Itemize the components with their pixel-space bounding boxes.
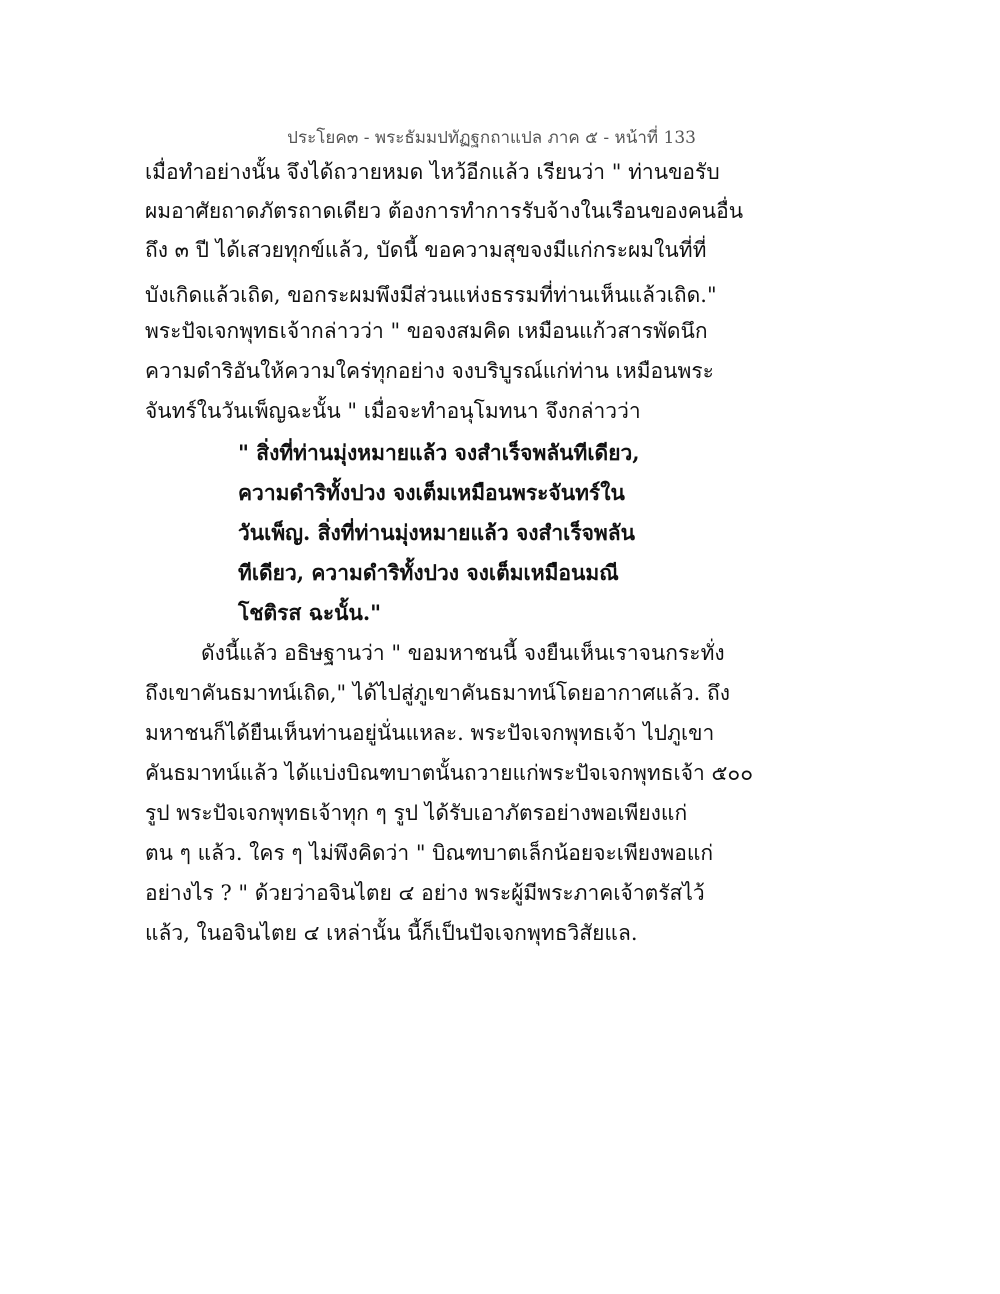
body-line: ดังนี้แล้ว อธิษฐานว่า " ขอมหาชนนี้ จงยืนเห็นเราจนกระทั่ง	[201, 641, 725, 665]
body-line: ถึงเขาคันธมาทน์เถิด," ได้ไปสู่ภูเขาคันธมาทน์โดยอากาศแล้ว. ถึง	[145, 681, 730, 705]
body-line: เมื่อทำอย่างนั้น จึงได้ถวายหมด ไหว้อีกแล้ว เรียนว่า " ท่านขอรับ	[145, 160, 720, 184]
body-line: ตน ๆ แล้ว. ใคร ๆ ไม่พึงคิดว่า " บิณฑบาตเล็กน้อยจะเพียงพอแก่	[145, 841, 714, 865]
body-line: พระปัจเจกพุทธเจ้ากล่าวว่า " ขอจงสมคิด เหมือนแก้วสารพัดนึก	[145, 319, 708, 343]
body-line: จันทร์ในวันเพ็ญฉะนั้น " เมื่อจะทำอนุโมทนา จึงกล่าวว่า	[145, 399, 641, 423]
page-header: ประโยค๓ - พระธัมมปทัฏฐกถาแปล ภาค ๕ - หน้าที่ 133	[287, 128, 696, 148]
body-line: มหาชนก็ได้ยืนเห็นท่านอยู่นั่นแหละ. พระปัจเจกพุทธเจ้า ไปภูเขา	[145, 721, 715, 745]
body-line: ผมอาศัยถาดภัตรถาดเดียว ต้องการทำการรับจ้างในเรือนของคนอื่น	[145, 199, 744, 223]
verse-line: ทีเดียว, ความดำริทั้งปวง จงเต็มเหมือนมณี	[238, 560, 619, 585]
body-line: รูป พระปัจเจกพุทธเจ้าทุก ๆ รูป ได้รับเอาภัตรอย่างพอเพียงแก่	[145, 801, 688, 825]
body-line: บังเกิดแล้วเถิด, ขอกระผมพึงมีส่วนแห่งธรรมที่ท่านเห็นแล้วเถิด."	[145, 283, 717, 307]
verse-line: โชติรส ฉะนั้น."	[238, 600, 382, 625]
body-line: ถึง ๓ ปี ได้เสวยทุกข์แล้ว, บัดนี้ ขอความสุขจงมีแก่กระผมในที่ที่	[145, 238, 707, 262]
body-line: อย่างไร ? " ด้วยว่าอจินไตย ๔ อย่าง พระผู้มีพระภาคเจ้าตรัสไว้	[145, 881, 705, 905]
body-line: คันธมาทน์แล้ว ได้แบ่งบิณฑบาตนั้นถวายแก่พระปัจเจกพุทธเจ้า ๕๐๐	[145, 761, 754, 785]
verse-line: ความดำริทั้งปวง จงเต็มเหมือนพระจันทร์ใน	[238, 480, 625, 505]
body-line: ความดำริอันให้ความใคร่ทุกอย่าง จงบริบูรณ์แก่ท่าน เหมือนพระ	[145, 359, 714, 383]
verse-line: " สิ่งที่ท่านมุ่งหมายแล้ว จงสำเร็จพลันทีเดียว,	[238, 440, 640, 465]
body-line: แล้ว, ในอจินไตย ๔ เหล่านั้น นี้ก็เป็นปัจเจกพุทธวิสัยแล.	[145, 921, 638, 945]
verse-line: วันเพ็ญ. สิ่งที่ท่านมุ่งหมายแล้ว จงสำเร็จพลัน	[238, 520, 635, 545]
